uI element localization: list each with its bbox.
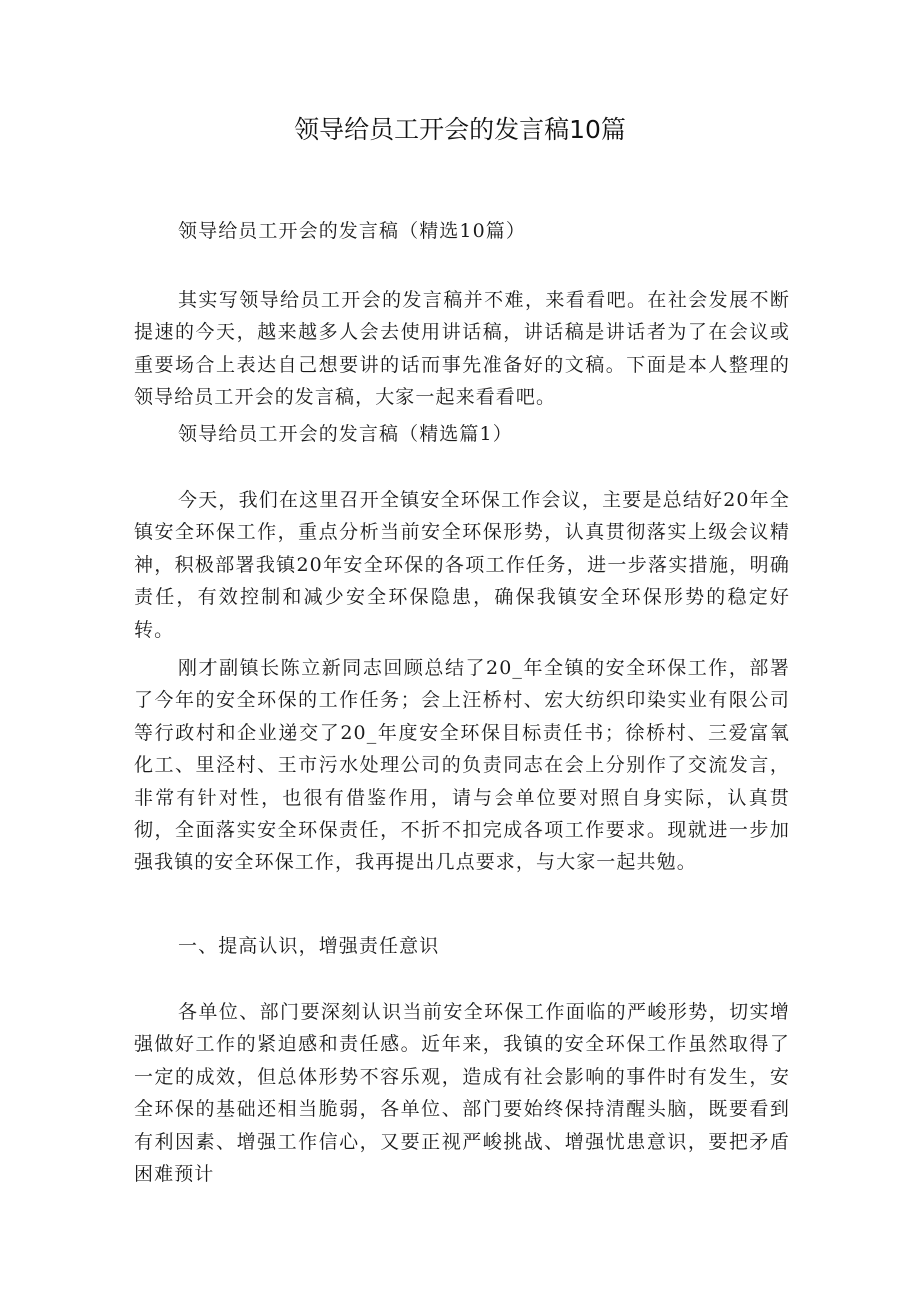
- document-title: 领导给员工开会的发言稿10篇: [294, 115, 626, 144]
- body-paragraph-2: 刚才副镇长陈立新同志回顾总结了20_年全镇的安全环保工作，部署了今年的安全环保的工作任务；会上汪桥村、宏大纺织印染实业有限公司等行政村和企业递交了20_年度安全环保目标责任书；徐桥村、三爱富氧化工、里泾村、王市污水处理公司的负责同志在会上分别作了交流发言，非常有针对性，也很有借鉴作用，请与会单位要对照自身实际，认真贯彻，全面落实安全环保责任，不折不扣完成各项工作要求。现就进一步加强我镇的安全环保工作，我再提出几点要求，与大家一起共勉。: [134, 657, 790, 874]
- body-paragraph-3: 各单位、部门要深刻认识当前安全环保工作面临的严峻形势，切实增强做好工作的紧迫感和责任感。近年来，我镇的安全环保工作虽然取得了一定的成效，但总体形势不容乐观，造成有社会影响的事件时有发生，安全环保的基础还相当脆弱，各单位、部门要始终保持清醒头脑，既要看到有利因素、增强工作信心，又要正视严峻挑战、增强忧患意识，要把矛盾困难预计: [134, 1001, 790, 1186]
- point-heading: 一、提高认识，增强责任意识: [178, 935, 440, 957]
- body-paragraph-1: 今天，我们在这里召开全镇安全环保工作会议，主要是总结好20年全镇安全环保工作，重点分析当前安全环保形势，认真贯彻落实上级会议精神，积极部署我镇20年安全环保的各项工作任务，进一步落实措施，明确责任，有效控制和减少安全环保隐患，确保我镇安全环保形势的稳定好转。: [134, 489, 790, 641]
- intro-paragraph: 其实写领导给员工开会的发言稿并不难，来看看吧。在社会发展不断提速的今天，越来越多人会去使用讲话稿，讲话稿是讲话者为了在会议或重要场合上表达自己想要讲的话而事先准备好的文稿。下面是本人整理的领导给员工开会的发言稿，大家一起来看看吧。: [134, 289, 790, 409]
- document-subtitle: 领导给员工开会的发言稿（精选10篇）: [178, 220, 526, 242]
- section-heading: 领导给员工开会的发言稿（精选篇1）: [178, 423, 513, 445]
